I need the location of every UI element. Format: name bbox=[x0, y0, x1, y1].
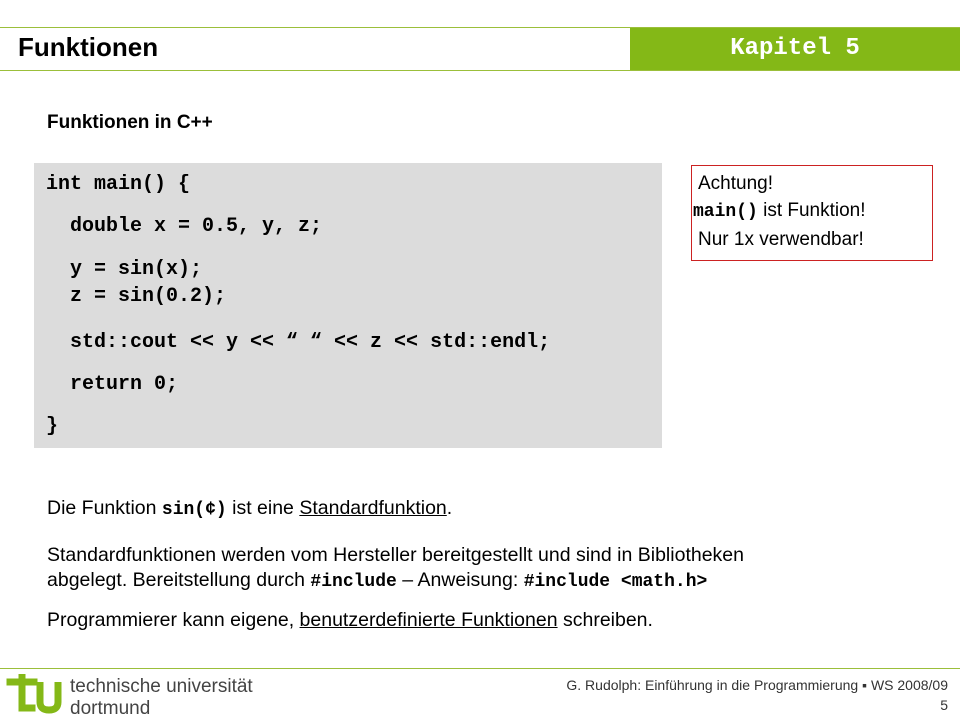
chapter-badge: Kapitel 5 bbox=[630, 28, 960, 70]
university-line-2: dortmund bbox=[70, 698, 151, 719]
page-number: 5 bbox=[940, 697, 948, 713]
code-line: y = sin(x); bbox=[46, 258, 203, 281]
code-line: } bbox=[46, 415, 59, 438]
note-code: main() bbox=[693, 202, 758, 222]
paragraph-2-line-2 bbox=[47, 568, 744, 595]
warning-note bbox=[691, 165, 933, 261]
code-block bbox=[34, 163, 662, 448]
inline-code: #include bbox=[310, 572, 397, 592]
underlined-term: benutzerdefinierte Funktionen bbox=[299, 609, 558, 631]
note-line-2-text: ist Funktion! bbox=[757, 200, 866, 221]
paragraph-3 bbox=[47, 609, 653, 632]
code-line: int main() { bbox=[46, 173, 191, 196]
text: – Anweisung: bbox=[396, 569, 524, 591]
note-line-3: Nur 1x verwendbar! bbox=[698, 229, 864, 250]
code-line: std::cout << y << “ “ << z << std::endl; bbox=[46, 331, 551, 354]
code-line: z = sin(0.2); bbox=[46, 285, 227, 308]
section-subtitle: Funktionen in C++ bbox=[47, 112, 213, 133]
inline-code: sin(¢) bbox=[161, 500, 227, 520]
note-line-1: Achtung! bbox=[698, 173, 773, 194]
tu-logo-icon bbox=[6, 674, 66, 716]
paragraph-2 bbox=[47, 543, 744, 595]
text: Die Funktion bbox=[47, 497, 162, 519]
paragraph-1 bbox=[47, 497, 452, 520]
footer-rule bbox=[0, 668, 960, 669]
text: abgelegt. Bereitstellung durch bbox=[47, 569, 311, 591]
code-line: double x = 0.5, y, z; bbox=[46, 215, 323, 238]
header-bottom-rule bbox=[0, 70, 960, 71]
text: . bbox=[446, 497, 453, 519]
text: ist eine bbox=[226, 497, 300, 519]
text: Standardfunktionen werden vom Hersteller bereitgestellt und sind in Bibliotheken bbox=[47, 544, 744, 566]
code-line: return 0; bbox=[46, 373, 179, 396]
university-name bbox=[70, 676, 253, 720]
text: Programmierer kann eigene, bbox=[47, 609, 300, 631]
slide-title: Funktionen bbox=[18, 32, 159, 62]
inline-code: #include <math.h> bbox=[523, 572, 708, 592]
underlined-term: Standardfunktion bbox=[299, 497, 447, 519]
text: schreiben. bbox=[557, 609, 653, 631]
footer-author: G. Rudolph: Einführung in die Programmierung ▪ WS 2008/09 bbox=[566, 677, 948, 693]
note-line-2 bbox=[693, 197, 932, 226]
university-line-1: technische universität bbox=[70, 676, 253, 697]
